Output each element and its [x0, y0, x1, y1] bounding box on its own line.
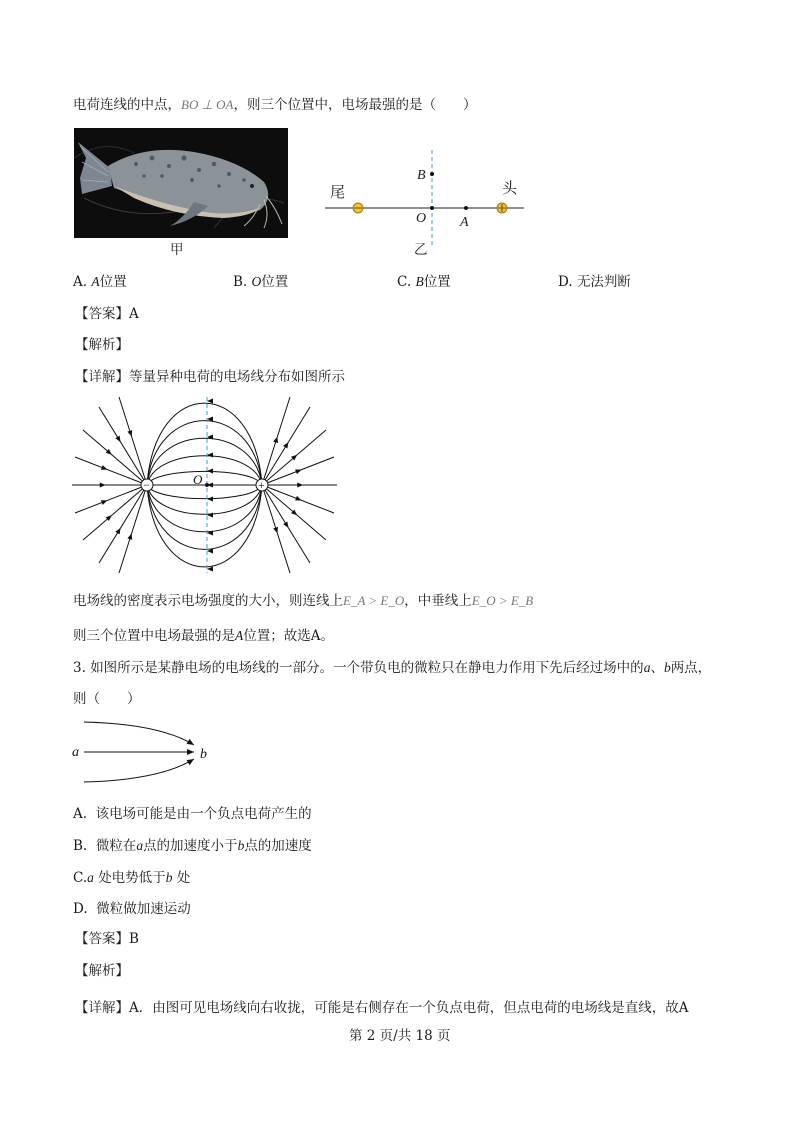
negative-charge-sign: − — [143, 478, 150, 492]
q2-stem — [73, 96, 476, 114]
fish-axis-diagram — [320, 145, 530, 245]
q3-answer: 【答案】B — [75, 931, 139, 947]
label-head: 头 — [502, 181, 518, 197]
q2-density-line: 电场线的密度表示电场强度的大小，则连线上E_A > E_O，中垂线上E_O > E_B — [73, 593, 534, 609]
fig-jia-caption: 甲 — [170, 242, 184, 258]
point-b-label: b — [200, 747, 207, 762]
q2-detail: 【详解】等量异种电荷的电场线分布如图所示 — [75, 369, 345, 385]
q3-stem-line1: 3. 如图所示是某静电场的电场线的一部分。一个带负电的微粒只在静电力作用下先后经过场中的a、b两点， — [73, 660, 712, 676]
positive-charge-sign: + — [258, 478, 265, 492]
electric-fish-photo — [74, 128, 288, 238]
label-point-o: O — [416, 211, 427, 226]
converging-field-diagram — [70, 712, 220, 792]
label-tail: 尾 — [330, 185, 346, 201]
q2-stem-math: BO ⊥ OA — [181, 97, 234, 112]
q2-option-a: A. A位置 — [73, 274, 127, 290]
q3-option-c: C.a 处电势低于b 处 — [73, 870, 191, 886]
q3-stem-line2: 则（ ） — [73, 691, 141, 707]
q2-option-b: B. O位置 — [233, 274, 289, 290]
label-point-b: B — [417, 168, 426, 183]
q2-conclusion: 则三个位置中电场最强的是A位置；故选A。 — [73, 628, 334, 644]
q2-answer: 【答案】A — [75, 306, 139, 322]
q2-stem-prefix: 电荷连线的中点， — [73, 97, 181, 113]
q2-stem-suffix: ，则三个位置中，电场最强的是（ ） — [233, 97, 477, 113]
q2-analysis-label: 【解析】 — [75, 337, 129, 353]
dipole-field-diagram — [70, 395, 340, 575]
fig-yi-caption: 乙 — [414, 242, 428, 258]
page-footer: 第 2 页/共 18 页 — [349, 1028, 451, 1044]
q2-option-d: D. 无法判断 — [558, 274, 631, 290]
label-point-a: A — [460, 215, 469, 230]
point-a-label: a — [72, 745, 79, 760]
field-label-o: O — [193, 472, 203, 487]
q3-detail: 【详解】A．由图可见电场线向右收拢，可能是右侧存在一个负点电荷，但点电荷的电场线是直线，故A — [75, 1000, 689, 1016]
q3-option-b: B. 微粒在a点的加速度小于b点的加速度 — [73, 838, 312, 854]
q3-option-d: D. 微粒做加速运动 — [73, 901, 191, 917]
q2-option-c: C. B位置 — [397, 274, 451, 290]
q3-option-a: A. 该电场可能是由一个负点电荷产生的 — [73, 806, 312, 822]
q3-analysis-label: 【解析】 — [75, 963, 129, 979]
